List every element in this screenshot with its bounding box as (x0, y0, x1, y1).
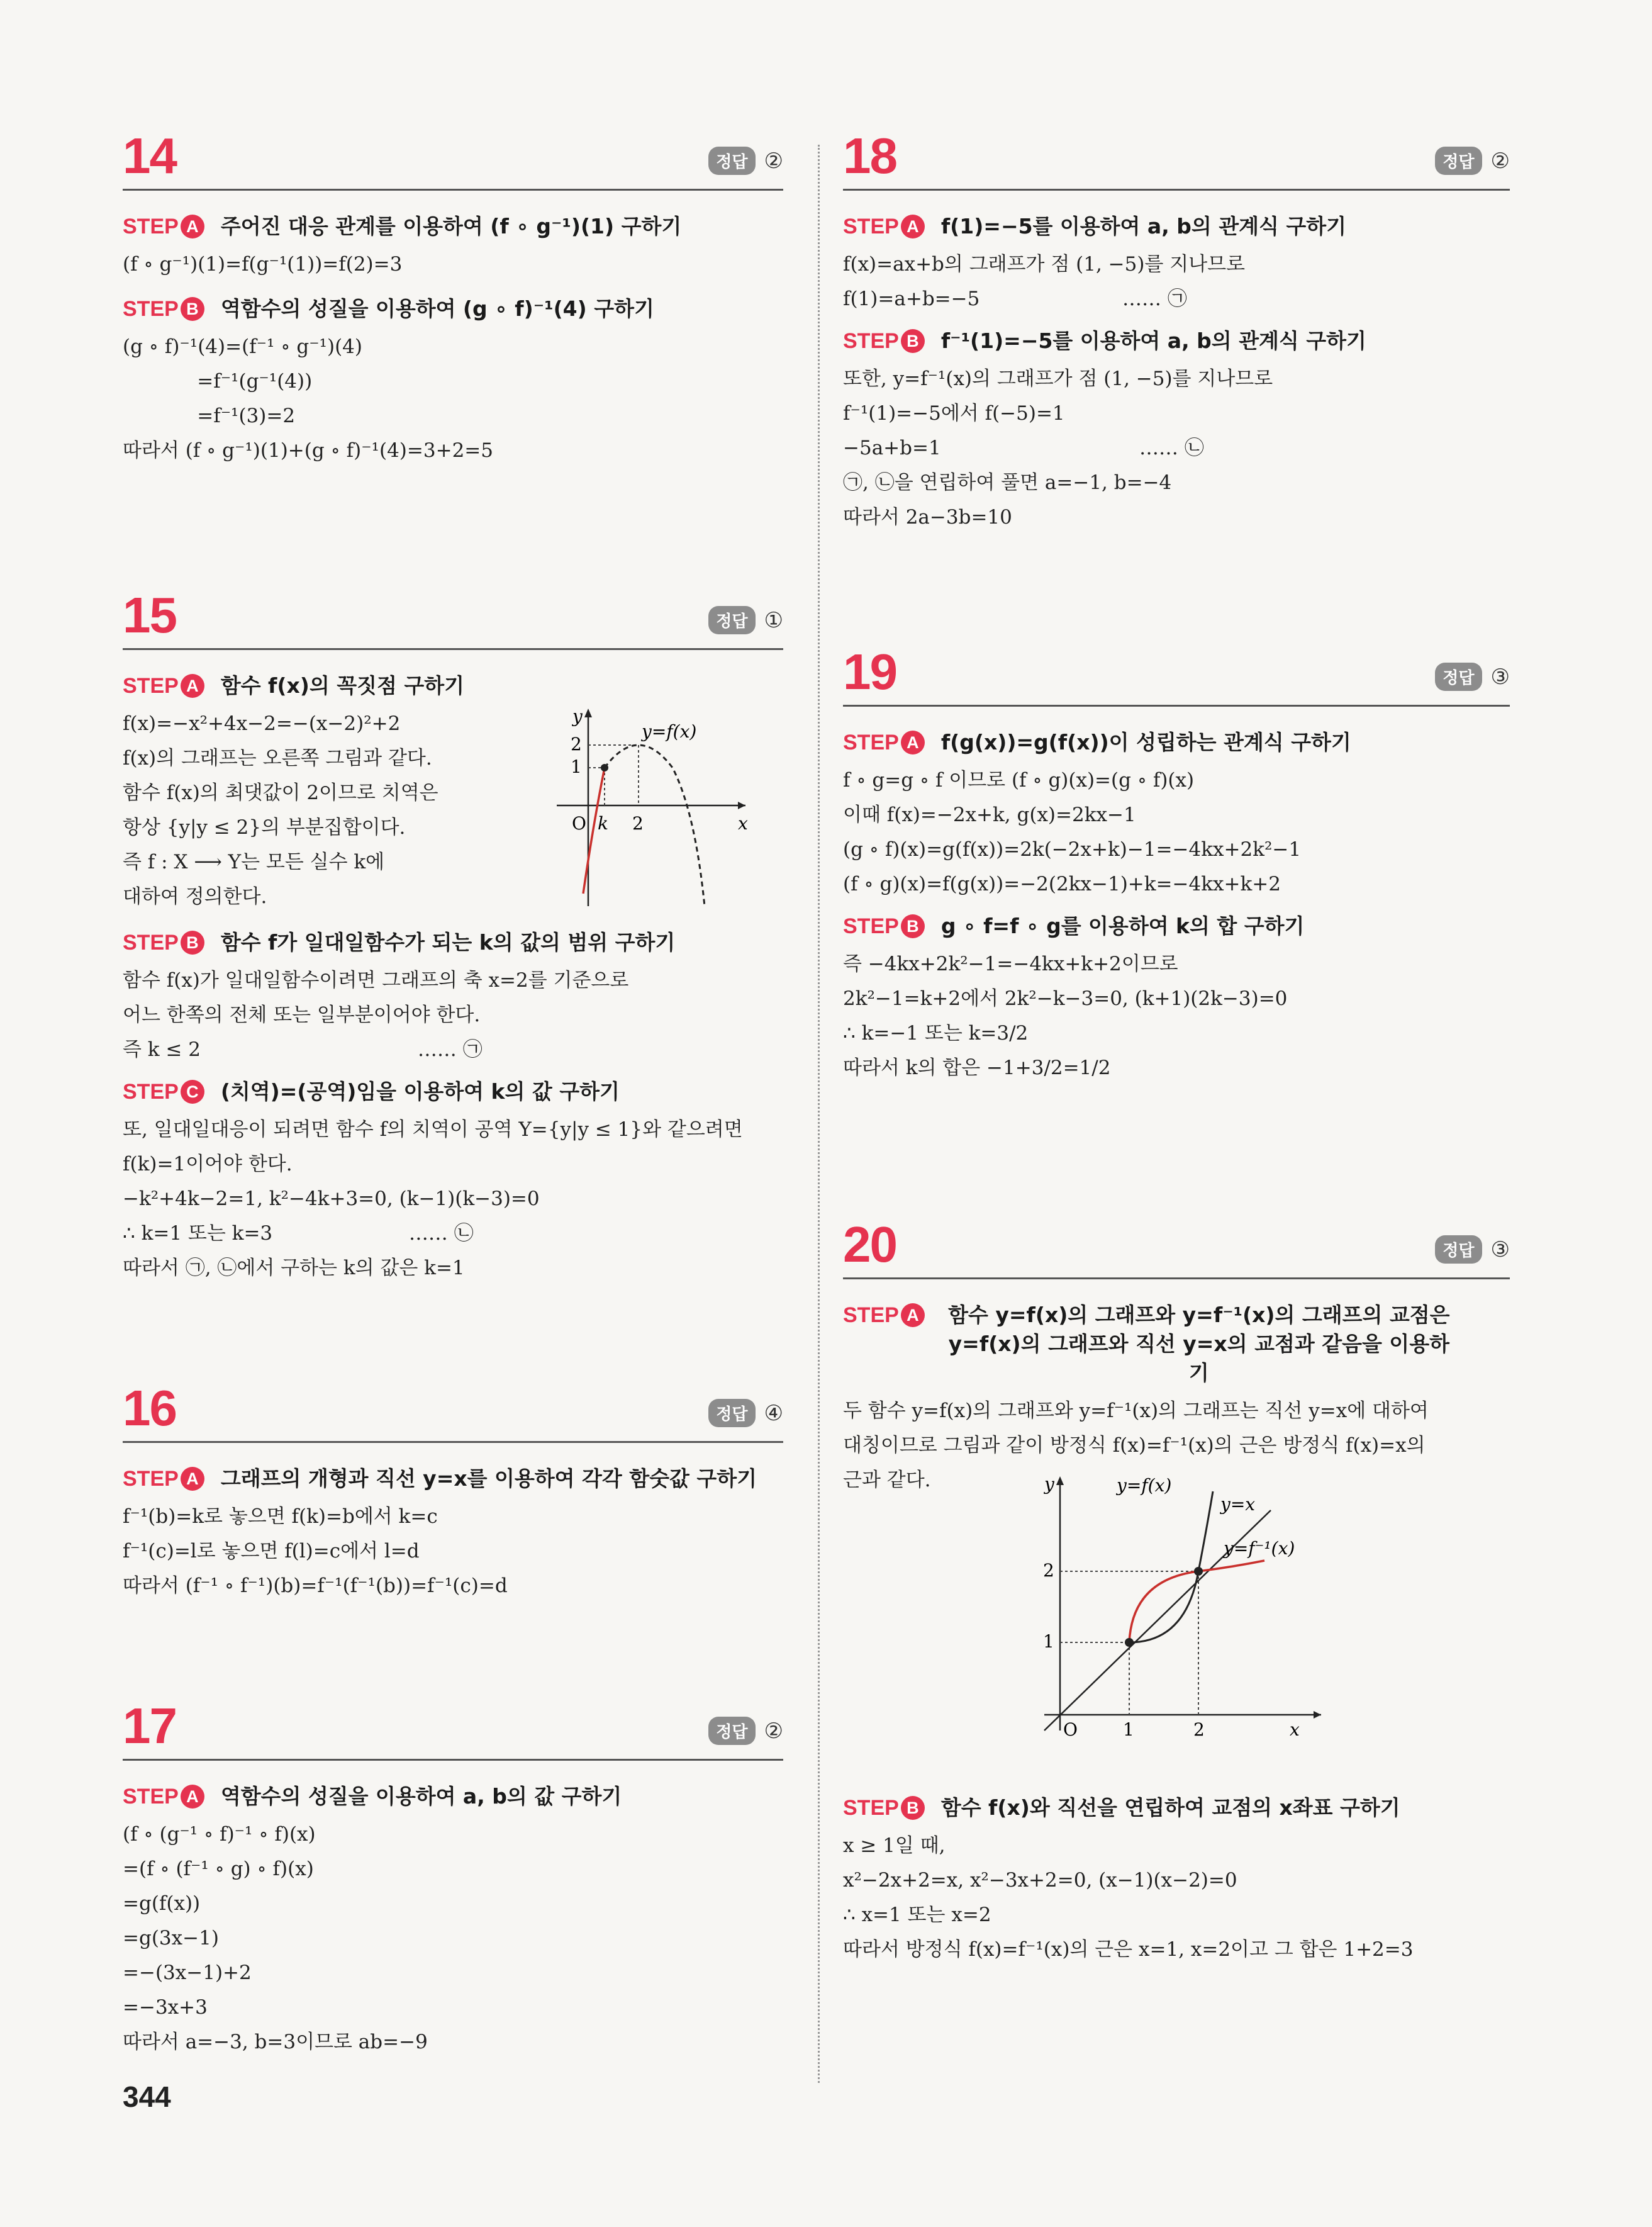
label-y-eq-x: y=x (1220, 1494, 1256, 1515)
problem-header (123, 1690, 783, 1761)
step-label: STEP (843, 1303, 899, 1327)
y-tick-2: 2 (571, 734, 582, 754)
solution-line: ∴ x=1 또는 x=2 (843, 1904, 991, 1926)
solution-line: =−(3x−1)+2 (123, 1961, 252, 1984)
solution-line: 이때 f(x)=−2x+k, g(x)=2kx−1 (843, 804, 1136, 826)
solution-line: 따라서 (f⁻¹ ∘ f⁻¹)(b)=f⁻¹(f⁻¹(b))=f⁻¹(c)=d (123, 1574, 508, 1597)
step-title: f(1)=−5를 이용하여 a, b의 관계식 구하기 (940, 214, 1346, 238)
step-letter: A (901, 215, 925, 238)
answer-badge (708, 1717, 783, 1745)
step-b (843, 1793, 1510, 1822)
step-label: STEP (123, 215, 179, 238)
solution-line: −k²+4k−2=1, k²−4k+3=0, (k−1)(k−3)=0 (123, 1187, 540, 1210)
solution-line: 즉 f : X ⟶ Y는 모든 실수 k에 (123, 851, 385, 873)
problem-16 (123, 1372, 783, 1603)
answer-badge (1435, 147, 1510, 175)
step-letter: C (181, 1080, 204, 1104)
solution-line: (g ∘ f)(x)=g(f(x))=2k(−2x+k)−1=−4kx+2k²−1 (843, 838, 1302, 861)
step-title: 함수 f가 일대일함수가 되는 k의 값의 범위 구하기 (220, 930, 676, 955)
x-axis-arrow (738, 802, 745, 809)
problem-number: 16 (123, 1380, 176, 1436)
x-tick-2: 2 (1193, 1719, 1205, 1737)
solution-line: f ∘ g=g ∘ f 이므로 (f ∘ g)(x)=(g ∘ f)(x) (843, 769, 1195, 792)
solution-line: 따라서 a=−3, b=3이므로 ab=−9 (123, 2031, 428, 2053)
curve-f (1129, 1491, 1213, 1642)
x-tick-1: 1 (1123, 1719, 1134, 1737)
curve-label: y=f(x) (642, 721, 697, 742)
step-b (123, 295, 783, 323)
step-a (843, 728, 1510, 757)
solution-line: 함수 f(x)의 최댓값이 2이므로 치역은 (123, 782, 438, 804)
step-label: STEP (123, 1467, 179, 1491)
step-label: STEP (843, 731, 899, 754)
solution-line: 항상 {y|y ≤ 2}의 부분집합이다. (123, 816, 406, 839)
step-title: 함수 f(x)의 꼭짓점 구하기 (220, 673, 464, 698)
problem-number: 17 (123, 1698, 176, 1754)
x-axis-arrow (1314, 1711, 1321, 1719)
step-title: 역함수의 성질을 이용하여 a, b의 값 구하기 (220, 1784, 622, 1809)
step-b (843, 912, 1510, 941)
solution-line: 따라서 (f ∘ g⁻¹)(1)+(g ∘ f)⁻¹(4)=3+2=5 (123, 439, 493, 462)
step-title: f(g(x))=g(f(x))이 성립하는 관계식 구하기 (940, 730, 1351, 754)
step-label: STEP (843, 329, 899, 353)
page-number: 344 (123, 2080, 171, 2113)
label-f: y=f(x) (1117, 1475, 1172, 1496)
curve-dashed (605, 745, 705, 906)
problem-number: 19 (843, 644, 896, 700)
answer-value: ③ (1490, 1237, 1510, 1262)
solution-line: (g ∘ f)⁻¹(4)=(f⁻¹ ∘ g⁻¹)(4) (123, 335, 362, 358)
step-label: STEP (843, 1796, 899, 1820)
solution-line: f⁻¹(b)=k로 놓으면 f(k)=b에서 k=c (123, 1505, 438, 1528)
step-c (123, 1077, 783, 1106)
step-a (123, 1464, 783, 1493)
solution-line: x²−2x+2=x, x²−3x+2=0, (x−1)(x−2)=0 (843, 1869, 1237, 1892)
solution-line: =f⁻¹(3)=2 (123, 405, 296, 427)
label-f-inverse: y=f⁻¹(x) (1224, 1538, 1295, 1559)
problem-17 (123, 1690, 783, 2060)
solution-line: −5a+b=1 …… ㉡ (843, 437, 1204, 459)
step-label: STEP (123, 1080, 179, 1104)
x-tick-k: k (598, 813, 608, 834)
step-letter: A (181, 674, 204, 698)
intersection-2 (1194, 1567, 1203, 1576)
solution-line: 따라서 2a−3b=10 (843, 506, 1012, 529)
solution-line: 대하여 정의한다. (123, 885, 267, 908)
solution-line: 어느 한쪽의 전체 또는 일부분이어야 한다. (123, 1004, 481, 1026)
answer-badge (708, 606, 783, 634)
origin-label: O (572, 813, 586, 834)
y-tick-1: 1 (1043, 1631, 1054, 1652)
step-title: g ∘ f=f ∘ g를 이용하여 k의 합 구하기 (940, 914, 1305, 938)
step-label: STEP (123, 297, 179, 321)
solution-line: ∴ k=−1 또는 k=3/2 (843, 1022, 1029, 1045)
solution-line: 두 함수 y=f(x)의 그래프와 y=f⁻¹(x)의 그래프는 직선 y=x에 대하여 (843, 1400, 1429, 1422)
y-axis-label: y (572, 706, 583, 727)
solution-line: f(x)의 그래프는 오른쪽 그림과 같다. (123, 747, 432, 770)
step-title: 함수 y=f(x)의 그래프와 y=f⁻¹(x)의 그래프의 교점은 y=f(x)의 그래프와 직선 y=x의 교점과 같음을 이용하기 (948, 1303, 1450, 1385)
answer-badge (1435, 663, 1510, 691)
point-k (601, 764, 608, 771)
answer-tag: 정답 (1435, 663, 1482, 691)
intersection-1 (1125, 1638, 1134, 1647)
solution-line: =g(f(x)) (123, 1892, 201, 1915)
problem-20 (843, 1208, 1510, 1967)
problem-number: 20 (843, 1216, 896, 1272)
solution-line: f(1)=a+b=−5 …… ㉠ (843, 288, 1187, 310)
problem-18 (843, 120, 1510, 535)
answer-value: ③ (1490, 664, 1510, 690)
solution-line: (f ∘ (g⁻¹ ∘ f)⁻¹ ∘ f)(x) (123, 1823, 316, 1846)
y-tick-2: 2 (1043, 1560, 1054, 1581)
step-letter: B (901, 914, 925, 938)
solution-line: (f ∘ g)(x)=f(g(x))=−2(2kx−1)+k=−4kx+k+2 (843, 873, 1281, 895)
answer-tag: 정답 (708, 1399, 755, 1427)
solution-line: f(x)=−x²+4x−2=−(x−2)²+2 (123, 712, 401, 735)
origin-label: O (1063, 1719, 1078, 1737)
answer-badge (708, 1399, 783, 1427)
step-letter: A (181, 1785, 204, 1809)
step-letter: A (181, 1467, 204, 1491)
solution-line: f⁻¹(1)=−5에서 f(−5)=1 (843, 402, 1065, 425)
problem-number: 15 (123, 587, 176, 643)
solution-line: 대칭이므로 그림과 같이 방정식 f(x)=f⁻¹(x)의 근은 방정식 f(x)=x의 (843, 1434, 1426, 1457)
solution-line: 따라서 k의 합은 −1+3/2=1/2 (843, 1057, 1111, 1079)
solution-line: =−3x+3 (123, 1996, 208, 2019)
answer-badge (1435, 1235, 1510, 1264)
step-a (843, 1301, 1510, 1388)
answer-badge (708, 147, 783, 175)
solution-line: =f⁻¹(g⁻¹(4)) (123, 370, 313, 393)
step-title: 함수 f(x)와 직선을 연립하여 교점의 x좌표 구하기 (940, 1795, 1400, 1820)
step-label: STEP (843, 215, 899, 238)
answer-value: ① (764, 607, 783, 633)
x-tick-2: 2 (632, 813, 644, 834)
problem-number: 14 (123, 128, 176, 184)
solution-line: ㉠, ㉡을 연립하여 풀면 a=−1, b=−4 (843, 471, 1172, 494)
step-title: 역함수의 성질을 이용하여 (g ∘ f)⁻¹(4) 구하기 (220, 296, 654, 321)
solution-line: f(k)=1이어야 한다. (123, 1153, 293, 1175)
step-label: STEP (843, 914, 899, 938)
step-letter: A (181, 215, 204, 238)
problem-19 (843, 636, 1510, 1085)
step-a (843, 212, 1510, 241)
step-a (123, 1782, 783, 1811)
step-letter: B (181, 931, 204, 955)
answer-tag: 정답 (708, 147, 755, 175)
answer-value: ② (764, 1718, 783, 1744)
step-label: STEP (123, 674, 179, 698)
step-letter: B (901, 329, 925, 353)
step-letter: B (901, 1796, 925, 1820)
step-letter: A (901, 1303, 925, 1327)
solution-line: (f ∘ g⁻¹)(1)=f(g⁻¹(1))=f(2)=3 (123, 253, 403, 276)
solution-line: x ≥ 1일 때, (843, 1834, 946, 1857)
problem-header (843, 1208, 1510, 1279)
solution-line: 함수 f(x)가 일대일함수이려면 그래프의 축 x=2를 기준으로 (123, 969, 629, 992)
step-title: (치역)=(공역)임을 이용하여 k의 값 구하기 (220, 1079, 620, 1104)
answer-value: ② (764, 148, 783, 174)
problem-header (843, 120, 1510, 191)
step-a (123, 671, 783, 700)
answer-tag: 정답 (1435, 1235, 1482, 1264)
solution-line: f(x)=ax+b의 그래프가 점 (1, −5)를 지나므로 (843, 253, 1246, 276)
problem-header (123, 579, 783, 650)
solution-line: 또한, y=f⁻¹(x)의 그래프가 점 (1, −5)를 지나므로 (843, 367, 1273, 390)
problem-header (843, 636, 1510, 707)
answer-tag: 정답 (1435, 147, 1482, 175)
answer-value: ④ (764, 1400, 783, 1426)
y-tick-1: 1 (571, 756, 582, 777)
problem-header (123, 1372, 783, 1443)
y-axis-arrow (584, 709, 592, 717)
step-letter: B (181, 297, 204, 321)
graph-parabola (538, 705, 752, 912)
step-b (843, 327, 1510, 356)
solution-line: f⁻¹(c)=l로 놓으면 f(l)=c에서 l=d (123, 1540, 420, 1562)
problem-number: 18 (843, 128, 896, 184)
step-title: 그래프의 개형과 직선 y=x를 이용하여 각각 함숫값 구하기 (220, 1466, 757, 1491)
solution-line: 따라서 방정식 f(x)=f⁻¹(x)의 근은 x=1, x=2이고 그 합은 1+2=3 (843, 1938, 1414, 1961)
graph-inverse (1007, 1473, 1334, 1737)
solution-line: =g(3x−1) (123, 1927, 219, 1949)
solution-line: 따라서 ㉠, ㉡에서 구하는 k의 값은 k=1 (123, 1257, 465, 1279)
y-axis-label: y (1044, 1474, 1054, 1495)
x-axis-label: x (1290, 1719, 1300, 1737)
answer-tag: 정답 (708, 606, 755, 634)
y-axis-arrow (1056, 1476, 1064, 1485)
solution-line: 2k²−1=k+2에서 2k²−k−3=0, (k+1)(2k−3)=0 (843, 987, 1288, 1010)
step-b (123, 928, 783, 957)
step-title: 주어진 대응 관계를 이용하여 (f ∘ g⁻¹)(1) 구하기 (220, 214, 682, 238)
step-letter: A (901, 731, 925, 754)
problem-15 (123, 579, 783, 1286)
answer-value: ② (1490, 148, 1510, 174)
solution-line: =(f ∘ (f⁻¹ ∘ g) ∘ f)(x) (123, 1858, 314, 1880)
solution-line: 즉 k ≤ 2 …… ㉠ (123, 1038, 483, 1061)
problem-14 (123, 120, 783, 468)
step-a (123, 212, 783, 241)
x-axis-label: x (738, 813, 748, 834)
column-divider (818, 145, 820, 2083)
solution-line: 근과 같다. (843, 1469, 931, 1491)
step-label: STEP (123, 931, 179, 955)
step-title: f⁻¹(1)=−5를 이용하여 a, b의 관계식 구하기 (940, 328, 1366, 353)
solution-line: 즉 −4kx+2k²−1=−4kx+k+2이므로 (843, 953, 1178, 975)
step-label: STEP (123, 1785, 179, 1809)
solution-line: 또, 일대일대응이 되려면 함수 f의 치역이 공역 Y={y|y ≤ 1}와 같으려면 (123, 1118, 743, 1141)
problem-header (123, 120, 783, 191)
solution-line: ∴ k=1 또는 k=3 …… ㉡ (123, 1222, 474, 1245)
answer-tag: 정답 (708, 1717, 755, 1745)
